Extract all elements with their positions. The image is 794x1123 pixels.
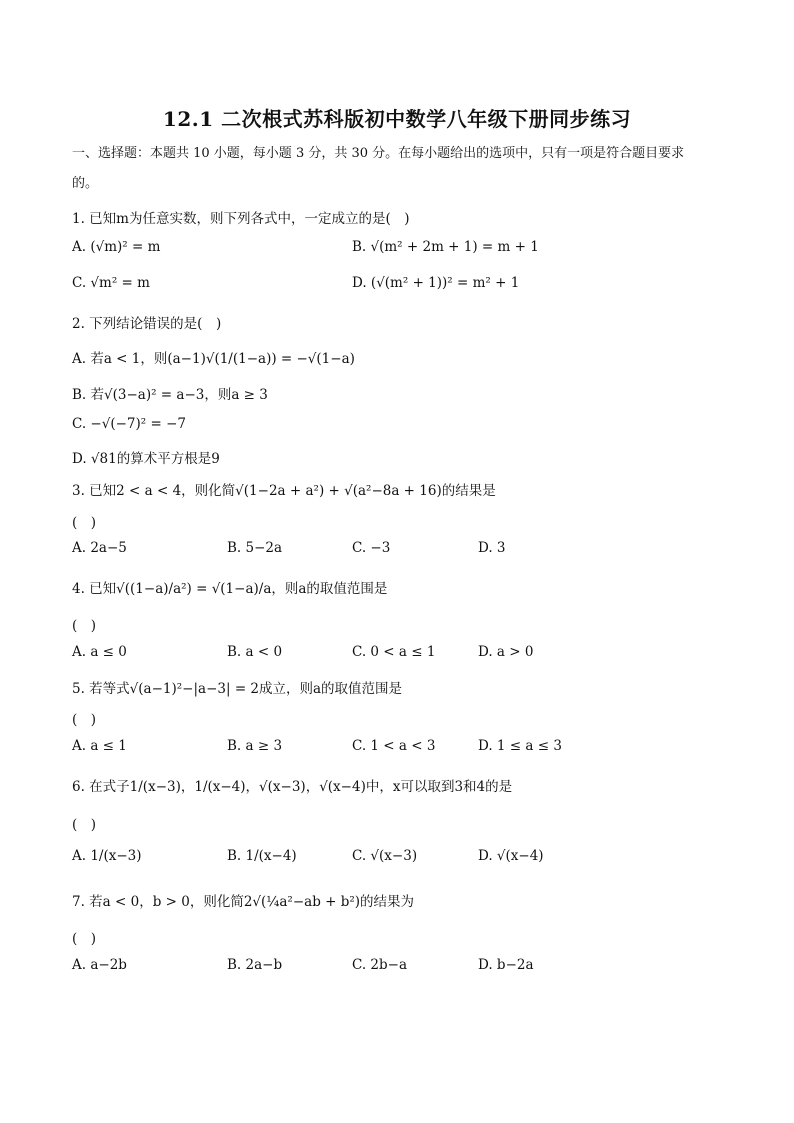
question-3-answer-paren[interactable]: ( ) (72, 515, 97, 531)
question-5-option-d[interactable]: D. 1 ≤ a ≤ 3 (478, 738, 562, 754)
question-1-stem: 1. 已知m为任意实数，则下列各式中，一定成立的是( ) (72, 211, 410, 227)
question-7-answer-paren[interactable]: ( ) (72, 931, 97, 947)
question-5-option-a[interactable]: A. a ≤ 1 (72, 738, 127, 754)
question-2-stem: 2. 下列结论错误的是( ) (72, 316, 222, 332)
question-7-option-c[interactable]: C. 2b−a (352, 957, 408, 973)
question-6-stem: 6. 在式子1/(x−3)，1/(x−4)，√(x−3)，√(x−4)中，x可以取到3和4的是 (72, 779, 513, 795)
question-1-option-c[interactable]: C. √m² = m (72, 275, 150, 291)
question-1-option-b[interactable]: B. √(m² + 2m + 1) = m + 1 (352, 239, 539, 255)
question-2-option-d[interactable]: D. √81的算术平方根是9 (72, 451, 220, 467)
question-5-answer-paren[interactable]: ( ) (72, 712, 97, 728)
question-4-answer-paren[interactable]: ( ) (72, 618, 97, 634)
question-4-stem: 4. 已知√((1−a)/a²) = √(1−a)/a，则a的取值范围是 (72, 581, 388, 597)
question-7-option-b[interactable]: B. 2a−b (227, 957, 283, 973)
question-6-option-b[interactable]: B. 1/(x−4) (227, 848, 297, 864)
question-3-stem: 3. 已知2 < a < 4，则化简√(1−2a + a²) + √(a²−8a + 16)的结果是 (72, 483, 496, 499)
question-1-option-a[interactable]: A. (√m)² = m (72, 239, 161, 255)
question-3-option-c[interactable]: C. −3 (352, 540, 391, 556)
question-2-option-c[interactable]: C. −√(−7)² = −7 (72, 416, 186, 432)
question-6-option-a[interactable]: A. 1/(x−3) (72, 848, 142, 864)
question-6-option-d[interactable]: D. √(x−4) (478, 848, 544, 864)
instructions-line-2: 的。 (72, 176, 99, 191)
page-title: 12.1 二次根式苏科版初中数学八年级下册同步练习 (162, 107, 632, 131)
question-3-option-b[interactable]: B. 5−2a (227, 540, 283, 556)
question-6-answer-paren[interactable]: ( ) (72, 817, 97, 833)
question-5-stem: 5. 若等式√(a−1)²−|a−3| = 2成立，则a的取值范围是 (72, 681, 403, 697)
question-2-option-a[interactable]: A. 若a < 1，则(a−1)√(1/(1−a)) = −√(1−a) (72, 351, 355, 367)
question-4-option-c[interactable]: C. 0 < a ≤ 1 (352, 644, 436, 660)
question-6-option-c[interactable]: C. √(x−3) (352, 848, 418, 864)
question-5-option-c[interactable]: C. 1 < a < 3 (352, 738, 436, 754)
question-4-option-a[interactable]: A. a ≤ 0 (72, 644, 127, 660)
question-7-stem: 7. 若a < 0，b > 0，则化简2√(¼a²−ab + b²)的结果为 (72, 894, 415, 910)
instructions-line-1: 一、选择题：本题共 10 小题，每小题 3 分，共 30 分。在每小题给出的选项中，只有一项是符合题目要求 (72, 146, 685, 161)
question-3-option-a[interactable]: A. 2a−5 (72, 540, 127, 556)
question-4-option-d[interactable]: D. a > 0 (478, 644, 534, 660)
question-7-option-a[interactable]: A. a−2b (72, 957, 127, 973)
question-5-option-b[interactable]: B. a ≥ 3 (227, 738, 283, 754)
question-4-option-b[interactable]: B. a < 0 (227, 644, 283, 660)
question-7-option-d[interactable]: D. b−2a (478, 957, 534, 973)
question-1-option-d[interactable]: D. (√(m² + 1))² = m² + 1 (352, 275, 520, 291)
question-3-option-d[interactable]: D. 3 (478, 540, 506, 556)
question-2-option-b[interactable]: B. 若√(3−a)² = a−3，则a ≥ 3 (72, 387, 268, 403)
